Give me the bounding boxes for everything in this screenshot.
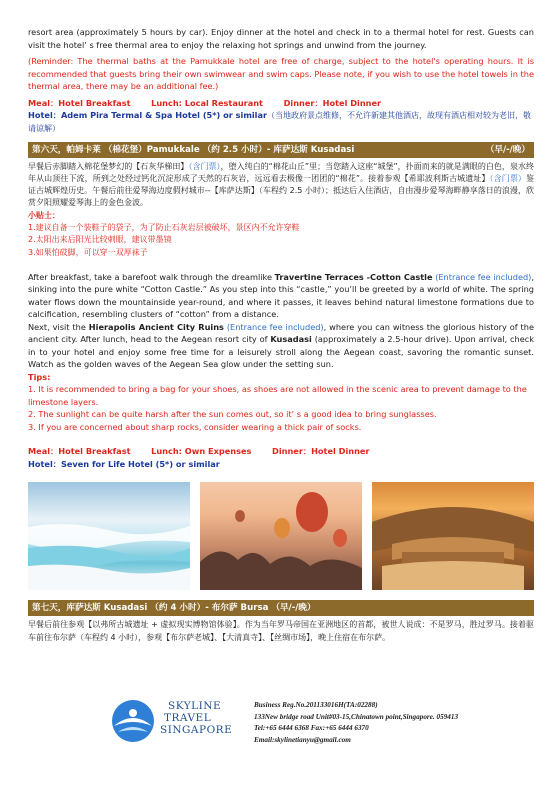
en-text: , where you can witness the glorious history of the ancient city. After lunch, head to the Aegean resort city of <box>28 321 534 345</box>
attraction-name: Hierapolis Ancient City Ruins <box>88 321 224 332</box>
day5-hotel <box>28 109 534 136</box>
meal-breakfast: Meal：Hotel Breakfast <box>28 446 131 457</box>
en-text: After breakfast, take a barefoot walk through the dreamlike <box>28 271 275 282</box>
terrace-illustration <box>28 482 190 590</box>
day6-en-para2 <box>28 321 534 371</box>
day6-meals-code: （早/-/晚） <box>485 144 530 155</box>
cn-text: 鉴证古城辉煌历史。午餐后前往爱琴海边度假村城市--【库萨达斯】（车程约 2.5 小时）；抵达后入住酒店，自由漫步爱琴海畔静享落日的浪漫，欣赏夕阳照耀爱琴海上的金色金波。 <box>28 173 534 208</box>
brand-line: SKYLINE <box>168 700 222 712</box>
ticket-note: (Entrance fee included) <box>432 271 532 282</box>
email: Email:skylinetianyu@gmail.com <box>254 735 351 744</box>
city-name: Kusadasi <box>270 334 312 345</box>
ticket-note: (Entrance fee included) <box>223 321 324 332</box>
cn-text: ，堕入纯白的“棉花山丘”里；当您踏入这座“城堡”，扑面而来的就是满眼的白色，泉水终年从山顶往下流，所到之处经过钙化沉淀形成了天然的石灰岩，远远看去极像一团团的“棉花”。接着参观【希耶波利斯古城遗址】 <box>28 161 534 183</box>
cn-tip: 2.太阳出来后阳光比较刺眼，建议带墨镜 <box>28 235 172 245</box>
itinerary-page <box>28 26 534 644</box>
day7-title: 第七天，库萨达斯 Kusadasi （约 4 小时）- 布尔萨 Bursa （早/-/晚） <box>32 603 316 614</box>
company-brand <box>160 700 232 736</box>
cn-ticket-note: （含门票） <box>489 173 526 183</box>
company-footer <box>0 692 560 772</box>
day6-cn-description <box>28 161 534 210</box>
cn-tip: 1.建议自备一个装鞋子的袋子，为了防止石灰岩层被破坏，景区内不允许穿鞋 <box>28 223 300 233</box>
en-text: Next, visit the <box>28 321 89 332</box>
en-text: (approximately a 2.5-hour drive). Upon arrival, check in to your hotel and enjoy some free time for a leisurely stroll along the Aegean coast, savoring the romantic sunset. Watch as the golden waves of the Aegean Sea glow under the setting sun. <box>28 334 535 370</box>
tip: 1. It is recommended to bring a bag for your shoes, as shoes are not allowed in the scenic area to prevent damage to the limestone layers. <box>28 384 527 407</box>
business-reg: Business Reg.No.201133016H(TA:02288) <box>254 701 378 709</box>
meal-dinner: Dinner：Hotel Dinner <box>283 97 382 108</box>
company-logo-icon <box>108 696 158 746</box>
reminder-note: (Reminder: The thermal baths at the Pamukkale hotel are free of charge, subject to the hotel's operating hours. It is recommended that guests bring their own swimwear and swim caps. Please note, if you wish to use the hotel towels in the thermal area, there may be an additional fee.) <box>28 56 534 91</box>
day6-header <box>28 142 534 158</box>
company-contact <box>254 700 458 746</box>
cn-ticket-note: （含门票） <box>188 161 221 171</box>
brand-line: SINGAPORE <box>160 724 233 736</box>
cn-tip: 3.如果怕砹脚，可以穿一双厚袜子 <box>28 247 148 257</box>
en-text: , sinking into the pure white “Cotton Castle.” As you step into this “castle,” you’ll be greeted by a world of white. The spring water flows down the mountainside year-round, and where it passes, it leaves behind natural limestone formations due to calcification, resembling clusters of “cotton” from a distance. <box>28 271 534 320</box>
balloon-illustration <box>200 482 362 590</box>
day6-hotel: Hotel：Seven for Life Hotel (5*) or similar <box>28 458 220 469</box>
meal-lunch: Lunch: Own Expenses <box>151 446 252 457</box>
attraction-name: Travertine Terraces -Cotton Castle <box>274 271 433 282</box>
day7-cn-description: 早餐后前往参观【以弗所古城遗址 + 虚拟现实博物馆体验】。作为当年罗马帝国在亚洲地区的首都，被世人说成：不是罗马，胜过罗马。接着驱车前往布尔萨（车程约 4 小时），参观【布尔萨老城】、【大清真寺】、【丝绸市场】，晚上住宿在布尔萨。 <box>28 620 534 642</box>
intro-paragraph: resort area (approximately 5 hours by car). Enjoy dinner at the hotel and check in to a thermal hotel for rest. Guests can visit the hotel’ s free thermal area to enjoy the relaxing hot springs and unwind from the journey. <box>28 27 534 50</box>
day6-en-para1 <box>28 271 534 321</box>
tip: 3. If you are concerned about sharp rocks, consider wearing a thick pair of socks. <box>28 421 362 432</box>
meal-lunch: Lunch: Local Restaurant <box>151 97 263 108</box>
meal-dinner: Dinner：Hotel Dinner <box>272 446 370 457</box>
address: 133New bridge road Unit#03-15,Chinatown point,Singapore. 059413 <box>254 712 459 721</box>
day7-header <box>28 600 534 616</box>
ancient-theatre-photo <box>372 482 534 590</box>
day6-meals <box>28 445 534 458</box>
hotel-name: Hotel：Adem Pira Termal & Spa Hotel (5*) or similar <box>28 110 268 120</box>
photo-strip <box>28 482 534 590</box>
theatre-illustration <box>372 482 534 590</box>
hotel-note: （当地政府景点维修，不允许新建其他酒店，故现有酒店相对较为老旧，敬请谅解） <box>28 111 532 134</box>
phone-fax: Tel:+65 6444 6368 Fax:+65 6444 6370 <box>254 724 369 732</box>
cn-text: 早餐后赤脚踏入棉花堡梦幻的【石灰华梯田】 <box>28 161 189 171</box>
tips-title: Tips: <box>28 371 51 382</box>
meal-breakfast: Meal：Hotel Breakfast <box>28 97 131 108</box>
tip: 2. The sunlight can be quite harsh after the sun comes out, so it’ s a good idea to bring sunglasses. <box>28 409 437 420</box>
brand-line: TRAVEL <box>164 712 212 724</box>
hot-air-balloons-photo <box>200 482 362 590</box>
day5-meals <box>28 97 534 110</box>
travertine-terraces-photo <box>28 482 190 590</box>
cn-tips-title: 小贴士： <box>28 210 60 220</box>
day6-title: 第六天，帕姆卡莱 （棉花堡）Pamukkale （约 2.5 小时）- 库萨达斯 Kusadasi <box>32 144 355 155</box>
